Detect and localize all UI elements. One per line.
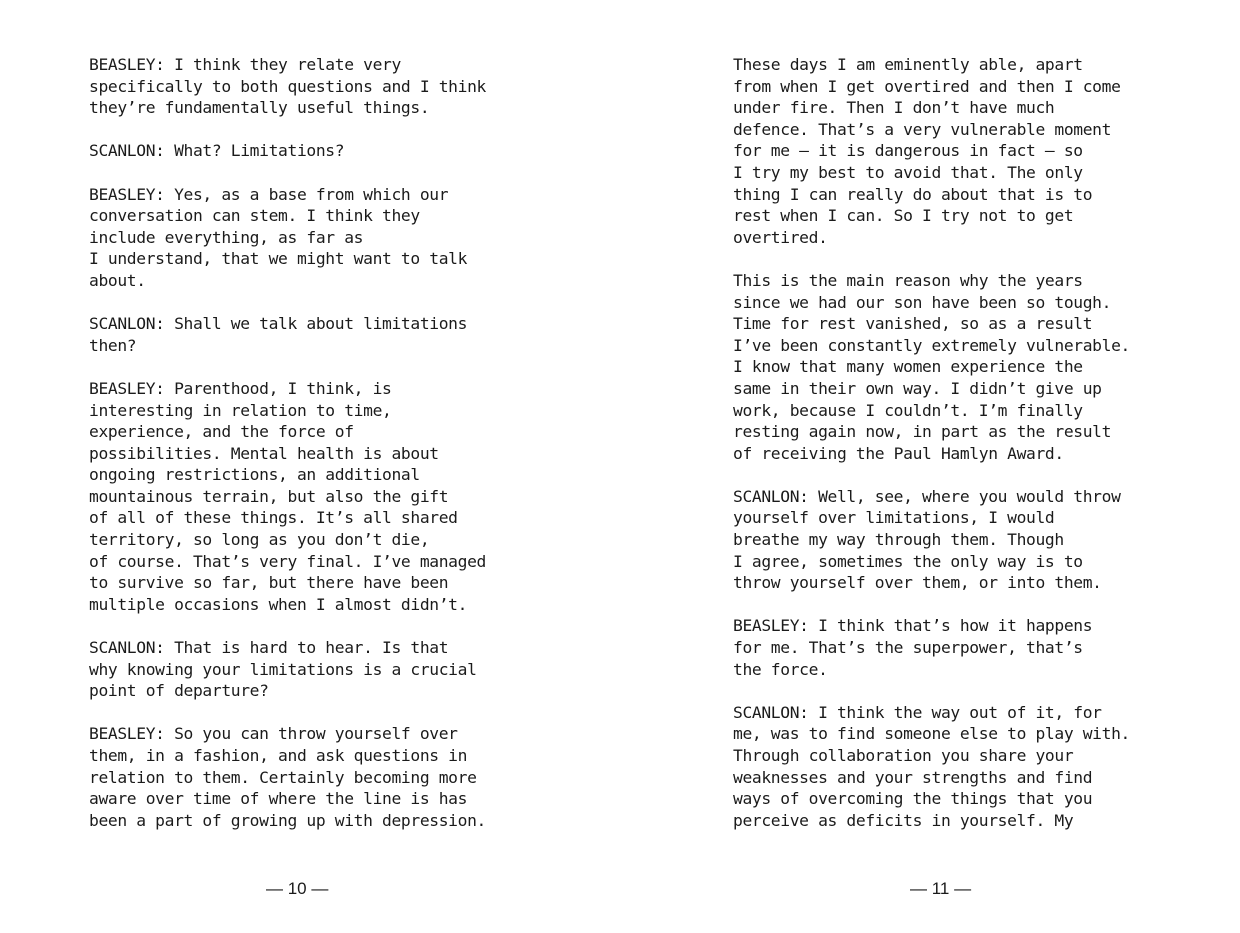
paragraph: SCANLON: I think the way out of it, for me, was to find someone else to play with. Through collaboration you share your weaknesses and your strengths and find ways of overcoming the things that you perceive as deficits in yourself. My: [733, 702, 1130, 830]
left-page-text: [89, 54, 549, 853]
paragraph: BEASLEY: I think that’s how it happens for me. That’s the superpower, that’s the force.: [733, 616, 1093, 679]
paragraph: SCANLON: Shall we talk about limitations then?: [89, 314, 468, 355]
right-page-text: [733, 54, 1193, 853]
paragraph: BEASLEY: Yes, as a base from which our conversation can stem. I think they include everything, as far as I understand, that we might want to talk about.: [89, 184, 468, 290]
paragraph: BEASLEY: I think they relate very specifically to both questions and I think they’re fundamentally useful things.: [89, 55, 486, 118]
paragraph: This is the main reason why the years since we had our son have been so tough. Time for rest vanished, so as a result I’ve been constantly extremely vulnerable. I know that many women experience the same in their own way. I didn’t give up work, because I couldn’t. I’m finally resting again now, in part as the result of receiving the Paul Hamlyn Award.: [733, 270, 1130, 463]
page-number-right: — 11 —: [910, 879, 972, 898]
paragraph: BEASLEY: Parenthood, I think, is interesting in relation to time, experience, and the force of possibilities. Mental health is about ongoing restrictions, an additional mountainous terrain, but also the gift of all of these things. It’s all shared territory, so long as you don’t die, of course. That’s very final. I’ve managed to survive so far, but there have been multiple occasions when I almost didn’t.: [89, 378, 486, 614]
paragraph: These days I am eminently able, apart from when I get overtired and then I come under fire. Then I don’t have much defence. That’s a very vulnerable moment for me — it is dangerous in fact — so I try my best to avoid that. The only thing I can really do about that is to rest when I can. So I try not to get overtired.: [733, 55, 1121, 247]
page-number-left: — 10 —: [266, 879, 329, 898]
paragraph: SCANLON: That is hard to hear. Is that why knowing your limitations is a crucial point of departure?: [89, 638, 477, 701]
paragraph: SCANLON: Well, see, where you would throw yourself over limitations, I would breathe my way through them. Though I agree, sometimes the only way is to throw yourself over them, or into them.: [733, 486, 1121, 593]
paragraph: SCANLON: What? Limitations?: [89, 141, 345, 161]
paragraph: BEASLEY: So you can throw yourself over them, in a fashion, and ask questions in relation to them. Certainly becoming more aware over time of where the line is has been a part of growing up with depression.: [89, 724, 486, 830]
right-page: [620, 0, 1240, 933]
